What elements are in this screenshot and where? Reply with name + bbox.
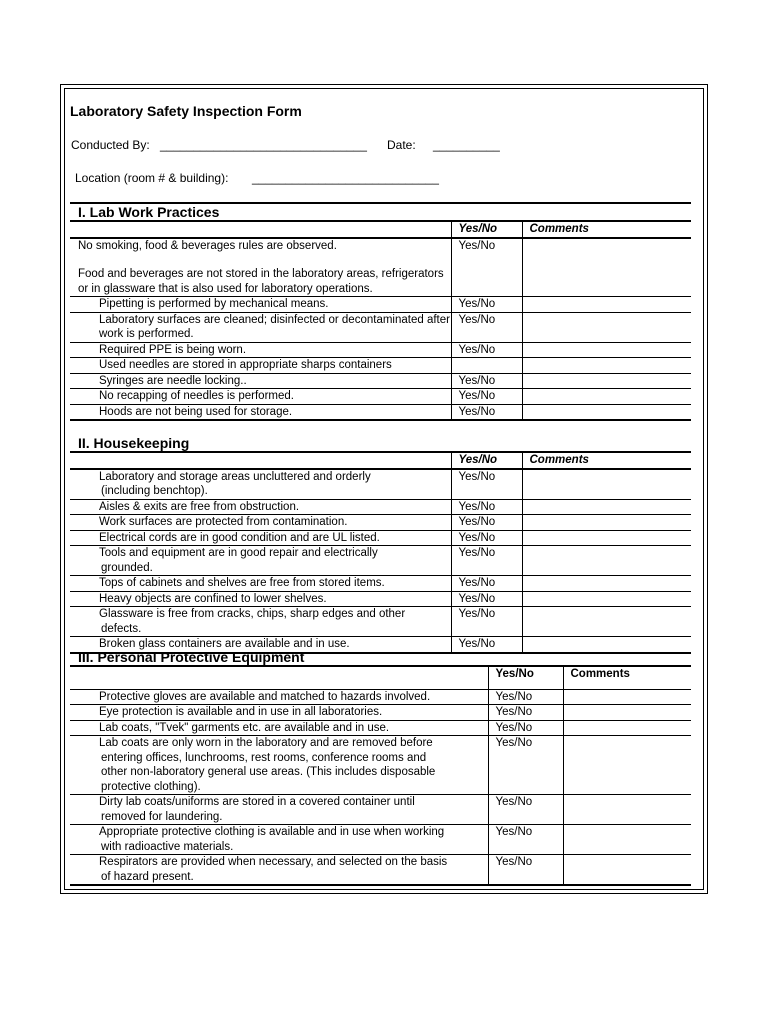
yes-no-answer[interactable]: Yes/No — [451, 576, 522, 592]
comments-cell[interactable] — [522, 342, 691, 358]
comments-cell[interactable] — [522, 530, 691, 546]
table-row: Hoods are not being used for storage. Yes/No — [70, 404, 691, 420]
section2-title: II. Housekeeping — [78, 435, 190, 451]
conducted-by-label: Conducted By: — [71, 138, 150, 152]
table-row: Tools and equipment are in good repair and electrically grounded. Yes/No — [70, 546, 691, 576]
comments-cell[interactable] — [522, 546, 691, 576]
yes-no-answer[interactable]: Yes/No — [451, 607, 522, 637]
table-row: Glassware is free from cracks, chips, sharp edges and other defects. Yes/No — [70, 607, 691, 637]
conducted-by-field[interactable]: _______________________________ — [160, 138, 367, 152]
date-field[interactable]: __________ — [433, 138, 500, 152]
comments-header: Comments — [563, 667, 691, 689]
yes-no-answer[interactable]: Yes/No — [488, 825, 563, 855]
yes-no-answer[interactable]: Yes/No — [451, 297, 522, 313]
comments-cell[interactable] — [522, 358, 691, 374]
table-row: Used needles are stored in appropriate sharps containers — [70, 358, 691, 374]
table-row — [70, 238, 691, 297]
yes-no-answer[interactable]: Yes/No — [488, 720, 563, 736]
comments-cell[interactable] — [522, 389, 691, 405]
comments-cell[interactable] — [563, 825, 691, 855]
yes-no-answer[interactable]: Yes/No — [488, 855, 563, 886]
yes-no-answer[interactable]: Yes/No — [451, 389, 522, 405]
comments-cell[interactable] — [522, 591, 691, 607]
section2-table — [70, 453, 691, 654]
table-row: No recapping of needles is performed. Yes/No — [70, 389, 691, 405]
comments-cell[interactable] — [522, 499, 691, 515]
comments-cell[interactable] — [563, 855, 691, 886]
yes-no-answer[interactable] — [451, 358, 522, 374]
comments-cell[interactable] — [563, 689, 691, 705]
yes-no-answer[interactable]: Yes/No — [451, 404, 522, 420]
yes-no-header: Yes/No — [488, 667, 563, 689]
comments-cell[interactable] — [522, 373, 691, 389]
yes-no-answer[interactable]: Yes/No — [451, 515, 522, 531]
yes-no-answer[interactable]: Yes/No — [488, 689, 563, 705]
table-row: Electrical cords are in good condition and are UL listed. Yes/No — [70, 530, 691, 546]
location-label: Location (room # & building): — [75, 171, 229, 185]
table-row: Laboratory surfaces are cleaned; disinfected or decontaminated after work is performed. Yes/No — [70, 312, 691, 342]
yes-no-answer[interactable]: Yes/No — [451, 530, 522, 546]
comments-cell[interactable] — [522, 637, 691, 653]
comments-cell[interactable] — [522, 607, 691, 637]
table-row: Aisles & exits are free from obstruction. Yes/No — [70, 499, 691, 515]
comments-cell[interactable] — [563, 705, 691, 721]
section1-table — [70, 222, 691, 421]
comments-cell[interactable] — [522, 404, 691, 420]
comments-cell[interactable] — [522, 297, 691, 313]
table-row: Appropriate protective clothing is available and in use when working with radioactive materials. Yes/No — [70, 825, 691, 855]
yes-no-answer[interactable]: Yes/No — [451, 637, 522, 653]
section3-title: III. Personal Protective Equipment — [78, 649, 305, 665]
table-row: Respirators are provided when necessary, and selected on the basis of hazard present. Yes/No — [70, 855, 691, 886]
yes-no-answer[interactable]: Yes/No — [451, 591, 522, 607]
yes-no-answer[interactable]: Yes/No — [451, 373, 522, 389]
table-row: Dirty lab coats/uniforms are stored in a covered container until removed for laundering. Yes/No — [70, 795, 691, 825]
section3-header-row — [70, 667, 691, 689]
section3-table — [70, 667, 691, 886]
table-row: Heavy objects are confined to lower shelves. Yes/No — [70, 591, 691, 607]
yes-no-answer[interactable]: Yes/No — [488, 736, 563, 795]
question: No smoking, food & beverages rules are observed. Food and beverages are not stored in the laboratory areas, refrigerators or in glassware that is also used for laboratory operations. — [70, 238, 451, 297]
comments-cell[interactable] — [522, 515, 691, 531]
table-row: Syringes are needle locking.. Yes/No — [70, 373, 691, 389]
yes-no-header: Yes/No — [451, 222, 522, 238]
section2-header-row — [70, 453, 691, 469]
table-row: Tops of cabinets and shelves are free from stored items. Yes/No — [70, 576, 691, 592]
comments-cell[interactable] — [522, 576, 691, 592]
table-row: Broken glass containers are available and in use. Yes/No — [70, 637, 691, 653]
table-row: Pipetting is performed by mechanical means. Yes/No — [70, 297, 691, 313]
yes-no-answer[interactable]: Yes/No — [451, 238, 522, 297]
yes-no-answer[interactable]: Yes/No — [451, 499, 522, 515]
table-row: Laboratory and storage areas uncluttered and orderly (including benchtop). Yes/No — [70, 469, 691, 500]
comments-cell[interactable] — [522, 238, 691, 297]
yes-no-answer[interactable]: Yes/No — [488, 795, 563, 825]
yes-no-header: Yes/No — [451, 453, 522, 469]
comments-cell[interactable] — [522, 469, 691, 500]
comments-cell[interactable] — [563, 736, 691, 795]
form-title: Laboratory Safety Inspection Form — [70, 103, 302, 119]
comments-header: Comments — [522, 222, 691, 238]
yes-no-answer[interactable]: Yes/No — [488, 705, 563, 721]
yes-no-answer[interactable]: Yes/No — [451, 342, 522, 358]
table-row: Required PPE is being worn. Yes/No — [70, 342, 691, 358]
comments-header: Comments — [522, 453, 691, 469]
table-row: Lab coats, "Tvek" garments etc. are available and in use. Yes/No — [70, 720, 691, 736]
yes-no-answer[interactable]: Yes/No — [451, 312, 522, 342]
comments-cell[interactable] — [522, 312, 691, 342]
table-row: Lab coats are only worn in the laboratory and are removed before entering offices, lunchrooms, rest rooms, conference rooms and other non-laboratory general use areas. (This includes disposable protective clothing). Yes/No — [70, 736, 691, 795]
date-label: Date: — [387, 138, 416, 152]
section1-header-row — [70, 222, 691, 238]
comments-cell[interactable] — [563, 795, 691, 825]
yes-no-answer[interactable]: Yes/No — [451, 469, 522, 500]
yes-no-answer[interactable]: Yes/No — [451, 546, 522, 576]
section1-title: I. Lab Work Practices — [78, 204, 220, 220]
table-row: Work surfaces are protected from contamination. Yes/No — [70, 515, 691, 531]
comments-cell[interactable] — [563, 720, 691, 736]
table-row: Eye protection is available and in use in all laboratories. Yes/No — [70, 705, 691, 721]
table-row: Protective gloves are available and matched to hazards involved. Yes/No — [70, 689, 691, 705]
location-field[interactable]: ____________________________ — [252, 171, 439, 185]
